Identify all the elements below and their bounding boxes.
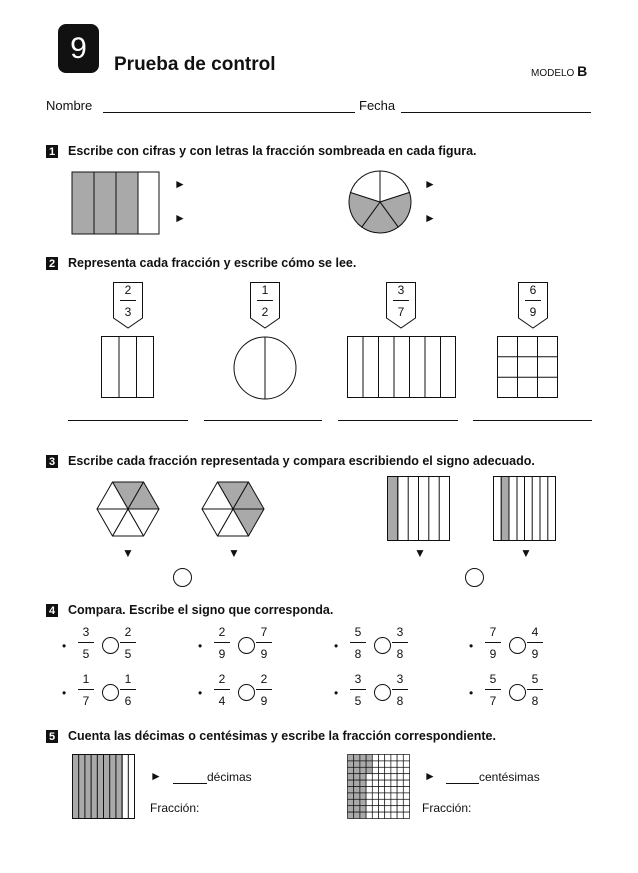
grid-cell bbox=[385, 806, 391, 812]
grid-cell bbox=[385, 793, 391, 799]
fraccion-label: Fracción: bbox=[422, 801, 472, 815]
exercise-4-number: 4 bbox=[46, 604, 58, 617]
grid-cell bbox=[391, 767, 397, 773]
grid-cell bbox=[372, 767, 378, 773]
grid-cell bbox=[366, 767, 372, 773]
grid-cell bbox=[360, 755, 366, 761]
grid-cell bbox=[379, 799, 385, 805]
page-title: Prueba de control bbox=[114, 54, 276, 75]
grid-cell bbox=[360, 761, 366, 767]
grid-cell bbox=[366, 787, 372, 793]
rect-1-of-6 bbox=[387, 476, 451, 542]
fraction: 1 2 bbox=[257, 283, 273, 320]
fraction-figure-rect-3-4 bbox=[72, 172, 160, 235]
grid-cell bbox=[366, 780, 372, 786]
grid-cell bbox=[360, 787, 366, 793]
grid-cell bbox=[397, 793, 403, 799]
exercise-2-text: Representa cada fracción y escribe cómo se lee. bbox=[68, 256, 357, 270]
grid-cell bbox=[397, 787, 403, 793]
grid-cell bbox=[385, 787, 391, 793]
fraction-left: 7 9 bbox=[485, 625, 501, 662]
grid-cell bbox=[360, 806, 366, 812]
grid-cell bbox=[348, 780, 354, 786]
grid-cell bbox=[385, 812, 391, 818]
grid-cell bbox=[372, 774, 378, 780]
grid-cell bbox=[354, 812, 360, 818]
grid-cell bbox=[403, 761, 409, 767]
grid-cell bbox=[366, 793, 372, 799]
grid-cell bbox=[360, 793, 366, 799]
bullet: • bbox=[469, 639, 474, 653]
grid-cell bbox=[379, 767, 385, 773]
fraction-left: 2 9 bbox=[214, 625, 230, 662]
compare-circle[interactable] bbox=[238, 637, 255, 654]
grid-cell bbox=[348, 793, 354, 799]
grid-cell bbox=[354, 761, 360, 767]
grid-cell bbox=[391, 755, 397, 761]
grid-cell bbox=[391, 774, 397, 780]
exercise-3-number: 3 bbox=[46, 455, 58, 468]
grid-cell bbox=[403, 755, 409, 761]
exercise-1-number: 1 bbox=[46, 145, 58, 158]
nombre-field[interactable] bbox=[103, 112, 355, 113]
grid-cell bbox=[379, 806, 385, 812]
arrow-icon: ► bbox=[174, 177, 186, 191]
down-arrow-icon: ▼ bbox=[122, 546, 134, 560]
answer-line[interactable] bbox=[68, 420, 188, 421]
hexagon-3-of-6 bbox=[201, 476, 265, 542]
arrow-icon: ► bbox=[424, 211, 436, 225]
compare-circle[interactable] bbox=[238, 684, 255, 701]
grid-cell bbox=[366, 806, 372, 812]
grid-cell bbox=[354, 799, 360, 805]
grid-cell bbox=[360, 799, 366, 805]
fraccion-label: Fracción: bbox=[150, 801, 200, 815]
grid-cell bbox=[403, 780, 409, 786]
figure-rect-7-parts[interactable] bbox=[347, 336, 457, 399]
grid-cell bbox=[403, 774, 409, 780]
fraction-right: 2 5 bbox=[120, 625, 136, 662]
grid-cell bbox=[354, 767, 360, 773]
figure-circle-2-parts[interactable] bbox=[233, 336, 297, 400]
compare-circle[interactable] bbox=[465, 568, 484, 587]
decimas-label: décimas bbox=[207, 770, 252, 784]
compare-circle[interactable] bbox=[374, 637, 391, 654]
bullet: • bbox=[469, 686, 474, 700]
fraction: 6 9 bbox=[525, 283, 541, 320]
fraction: 3 7 bbox=[393, 283, 409, 320]
compare-circle[interactable] bbox=[374, 684, 391, 701]
centesimas-figure bbox=[347, 754, 411, 820]
fraction-left: 5 7 bbox=[485, 672, 501, 709]
grid-cell bbox=[397, 774, 403, 780]
grid-cell bbox=[391, 787, 397, 793]
grid-cell bbox=[360, 812, 366, 818]
compare-circle[interactable] bbox=[173, 568, 192, 587]
down-arrow-icon: ▼ bbox=[520, 546, 532, 560]
compare-circle[interactable] bbox=[102, 637, 119, 654]
fecha-label: Fecha bbox=[359, 98, 396, 113]
fraction-right: 5 8 bbox=[527, 672, 543, 709]
grid-cell bbox=[379, 812, 385, 818]
grid-cell bbox=[379, 761, 385, 767]
exercise-4-text: Compara. Escribe el signo que corresponda. bbox=[68, 603, 334, 617]
grid-cell bbox=[397, 780, 403, 786]
bullet: • bbox=[334, 686, 339, 700]
unit-number-badge: 9 bbox=[58, 24, 99, 73]
hexagon-2-of-6 bbox=[96, 476, 160, 542]
grid-cell bbox=[385, 761, 391, 767]
answer-line[interactable] bbox=[338, 420, 458, 421]
grid-cell bbox=[385, 755, 391, 761]
arrow-icon: ► bbox=[174, 211, 186, 225]
grid-cell bbox=[366, 761, 372, 767]
grid-cell bbox=[385, 767, 391, 773]
grid-cell bbox=[360, 767, 366, 773]
answer-line[interactable] bbox=[204, 420, 322, 421]
grid-cell bbox=[397, 812, 403, 818]
bullet: • bbox=[62, 686, 67, 700]
grid-cell bbox=[366, 799, 372, 805]
grid-cell bbox=[379, 774, 385, 780]
exercise-5-number: 5 bbox=[46, 730, 58, 743]
grid-cell bbox=[348, 806, 354, 812]
grid-cell bbox=[348, 774, 354, 780]
grid-cell bbox=[391, 806, 397, 812]
bullet: • bbox=[198, 686, 203, 700]
grid-cell bbox=[403, 806, 409, 812]
rect-1-of-8 bbox=[493, 476, 557, 542]
grid-cell bbox=[372, 761, 378, 767]
fraction-figure-circle-3-5 bbox=[348, 170, 412, 234]
bullet: • bbox=[198, 639, 203, 653]
grid-cell bbox=[360, 774, 366, 780]
fraction-right: 4 9 bbox=[527, 625, 543, 662]
fraction-right: 3 8 bbox=[392, 625, 408, 662]
grid-cell bbox=[379, 793, 385, 799]
compare-circle[interactable] bbox=[102, 684, 119, 701]
grid-cell bbox=[360, 780, 366, 786]
grid-cell bbox=[366, 812, 372, 818]
fecha-field[interactable] bbox=[401, 112, 591, 113]
nombre-label: Nombre bbox=[46, 98, 93, 113]
bullet: • bbox=[334, 639, 339, 653]
grid-cell bbox=[372, 793, 378, 799]
grid-cell bbox=[397, 767, 403, 773]
grid-cell bbox=[379, 787, 385, 793]
fraction-left: 3 5 bbox=[350, 672, 366, 709]
arrow-icon: ► bbox=[150, 769, 162, 783]
exercise-3-text: Escribe cada fracción representada y compara escribiendo el signo adecuado. bbox=[68, 454, 535, 468]
grid-cell bbox=[391, 780, 397, 786]
grid-cell bbox=[366, 755, 372, 761]
grid-cell bbox=[372, 799, 378, 805]
grid-cell bbox=[348, 767, 354, 773]
grid-cell bbox=[354, 793, 360, 799]
grid-cell bbox=[403, 787, 409, 793]
exercise-1-text: Escribe con cifras y con letras la fracción sombreada en cada figura. bbox=[68, 144, 477, 158]
decimas-answer-line[interactable] bbox=[173, 783, 207, 784]
exercise-5-text: Cuenta las décimas o centésimas y escribe la fracción correspondiente. bbox=[68, 729, 496, 743]
modelo-label: MODELO B bbox=[531, 63, 588, 79]
fraction-right: 2 9 bbox=[256, 672, 272, 709]
grid-cell bbox=[348, 755, 354, 761]
grid-cell bbox=[391, 761, 397, 767]
grid-cell bbox=[397, 755, 403, 761]
grid-cell bbox=[372, 812, 378, 818]
grid-cell bbox=[348, 787, 354, 793]
grid-cell bbox=[348, 812, 354, 818]
grid-cell bbox=[391, 793, 397, 799]
grid-cell bbox=[397, 799, 403, 805]
grid-cell bbox=[391, 812, 397, 818]
centesimas-label: centésimas bbox=[479, 770, 540, 784]
grid-cell bbox=[372, 787, 378, 793]
grid-cell bbox=[348, 799, 354, 805]
compare-circle[interactable] bbox=[509, 684, 526, 701]
grid-cell bbox=[391, 799, 397, 805]
grid-cell bbox=[403, 767, 409, 773]
grid-cell bbox=[385, 774, 391, 780]
figure-grid-9-parts[interactable] bbox=[497, 336, 559, 399]
grid-cell bbox=[403, 799, 409, 805]
grid-cell bbox=[385, 799, 391, 805]
fraction-left: 5 8 bbox=[350, 625, 366, 662]
fraction-left: 1 7 bbox=[78, 672, 94, 709]
grid-cell bbox=[397, 806, 403, 812]
grid-cell bbox=[354, 806, 360, 812]
figure-rect-3-parts[interactable] bbox=[101, 336, 155, 399]
fraction-left: 3 5 bbox=[78, 625, 94, 662]
decimas-figure bbox=[72, 754, 136, 820]
fraction-right: 7 9 bbox=[256, 625, 272, 662]
grid-cell bbox=[366, 774, 372, 780]
fraction-left: 2 4 bbox=[214, 672, 230, 709]
answer-line[interactable] bbox=[473, 420, 592, 421]
exercise-2-number: 2 bbox=[46, 257, 58, 270]
fraction-right: 1 6 bbox=[120, 672, 136, 709]
compare-circle[interactable] bbox=[509, 637, 526, 654]
grid-cell bbox=[372, 755, 378, 761]
grid-cell bbox=[397, 761, 403, 767]
down-arrow-icon: ▼ bbox=[414, 546, 426, 560]
centesimas-answer-line[interactable] bbox=[446, 783, 479, 784]
grid-cell bbox=[403, 812, 409, 818]
grid-cell bbox=[403, 793, 409, 799]
grid-cell bbox=[354, 787, 360, 793]
grid-cell bbox=[348, 761, 354, 767]
grid-cell bbox=[379, 780, 385, 786]
arrow-icon: ► bbox=[424, 177, 436, 191]
down-arrow-icon: ▼ bbox=[228, 546, 240, 560]
fraction: 2 3 bbox=[120, 283, 136, 320]
fraction-right: 3 8 bbox=[392, 672, 408, 709]
grid-cell bbox=[354, 755, 360, 761]
grid-cell bbox=[379, 755, 385, 761]
grid-cell bbox=[385, 780, 391, 786]
grid-cell bbox=[372, 780, 378, 786]
bullet: • bbox=[62, 639, 67, 653]
grid-cell bbox=[354, 780, 360, 786]
grid-cell bbox=[354, 774, 360, 780]
arrow-icon: ► bbox=[424, 769, 436, 783]
grid-cell bbox=[372, 806, 378, 812]
